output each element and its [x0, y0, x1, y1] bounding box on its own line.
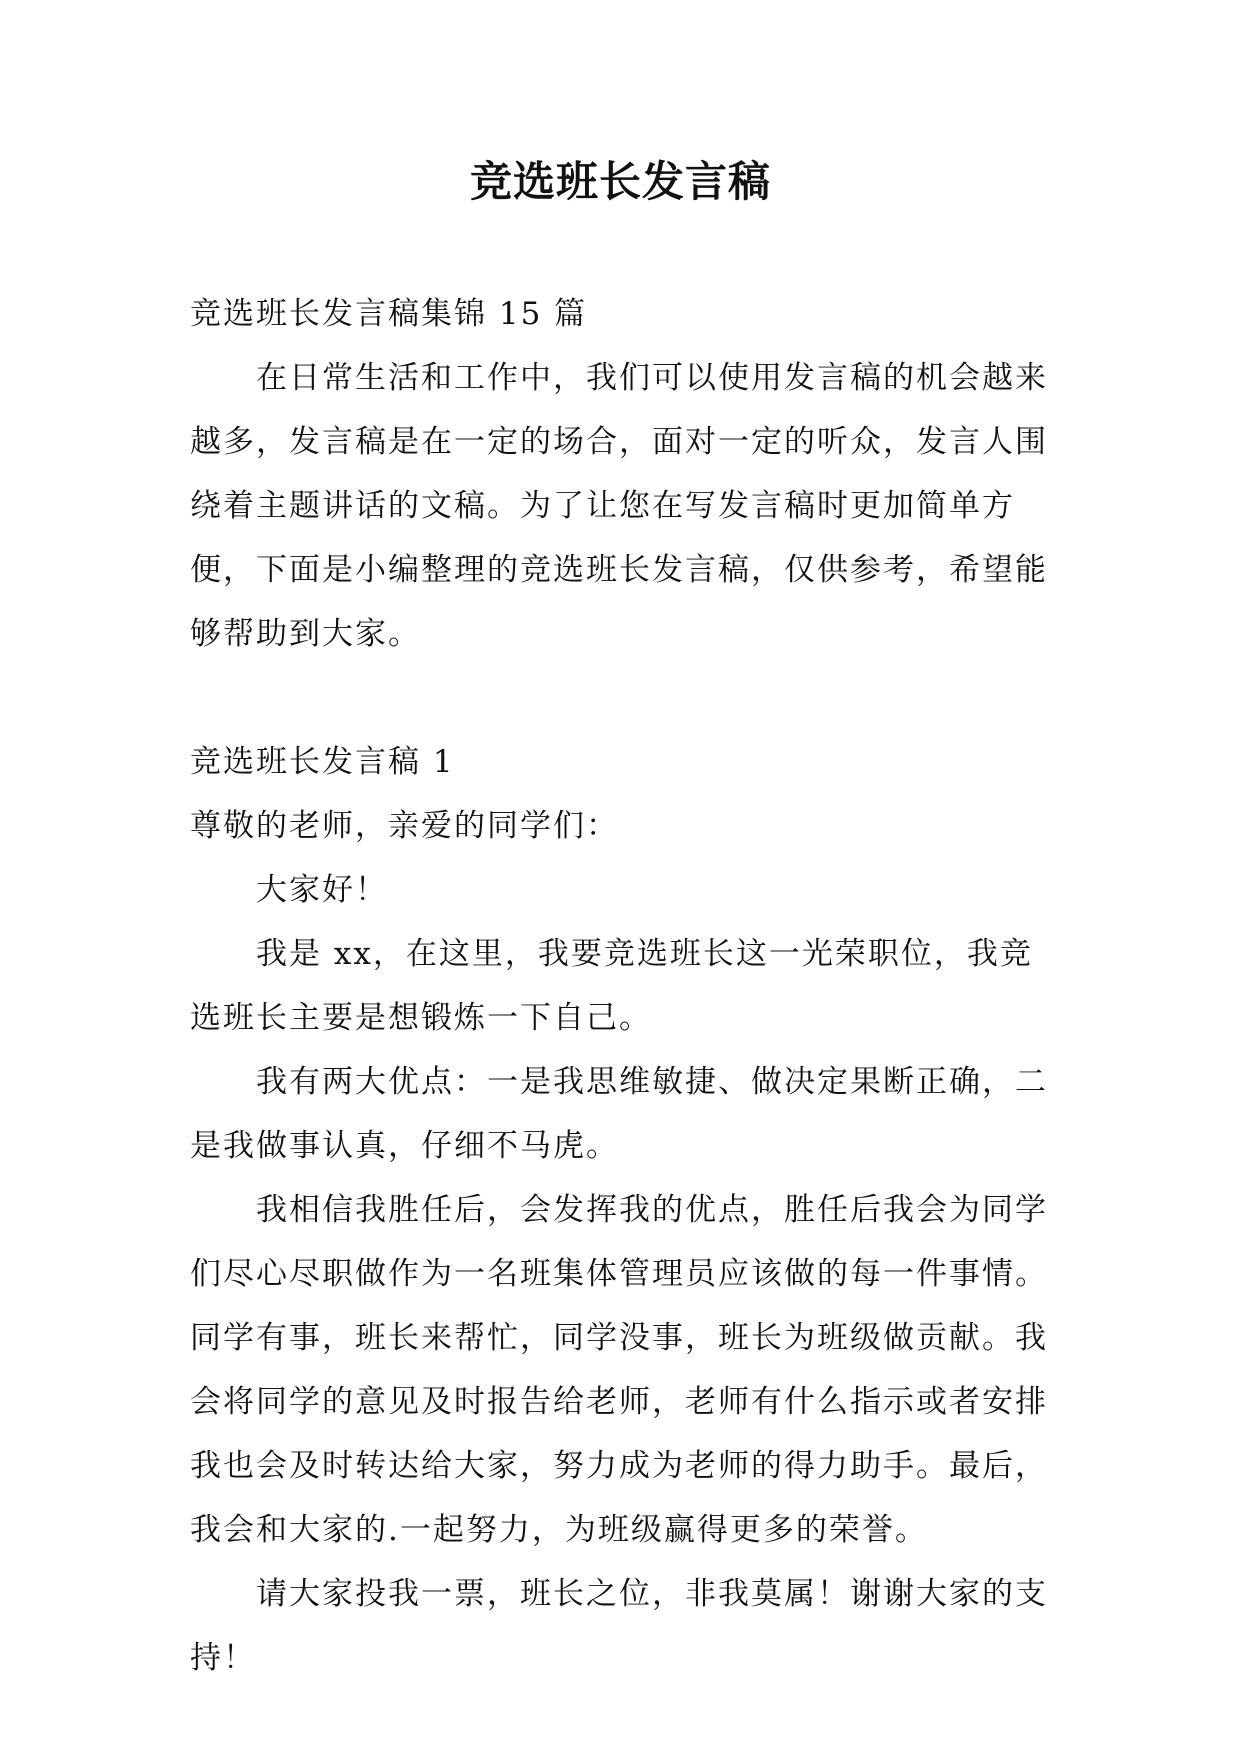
- speech-heading: 竞选班长发言稿 1: [190, 744, 455, 780]
- speech-paragraph: 请大家投我一票，班长之位，非我莫属！谢谢大家的支持！: [190, 1576, 1048, 1676]
- collection-heading: 竞选班长发言稿集锦 15 篇: [190, 296, 588, 332]
- speech-salutation: 尊敬的老师，亲爱的同学们：: [190, 808, 619, 844]
- speech-paragraph: 我有两大优点：一是我思维敏捷、做决定果断正确，二是我做事认真，仔细不马虎。: [190, 1064, 1048, 1164]
- document-body: [190, 282, 1050, 1690]
- speech-paragraph: 我是 xx，在这里，我要竞选班长这一光荣职位，我竞选班长主要是想锻炼一下自己。: [190, 936, 1033, 1036]
- speech-greeting: 大家好！: [256, 872, 388, 908]
- speech-paragraph: 我相信我胜任后，会发挥我的优点，胜任后我会为同学们尽心尽职做作为一名班集体管理员应该做的每一件事情。同学有事，班长来帮忙，同学没事，班长为班级做贡献。我会将同学的意见及时报告给老师，老师有什么指示或者安排我也会及时转达给大家，努力成为老师的得力助手。最后，我会和大家的.一起努力，为班级赢得更多的荣誉。: [190, 1192, 1048, 1548]
- intro-paragraph: 在日常生活和工作中，我们可以使用发言稿的机会越来越多，发言稿是在一定的场合，面对一定的听众，发言人围绕着主题讲话的文稿。为了让您在写发言稿时更加简单方便，下面是小编整理的竞选班长发言稿，仅供参考，希望能够帮助到大家。: [190, 360, 1048, 652]
- document-title: 竞选班长发言稿: [469, 157, 771, 206]
